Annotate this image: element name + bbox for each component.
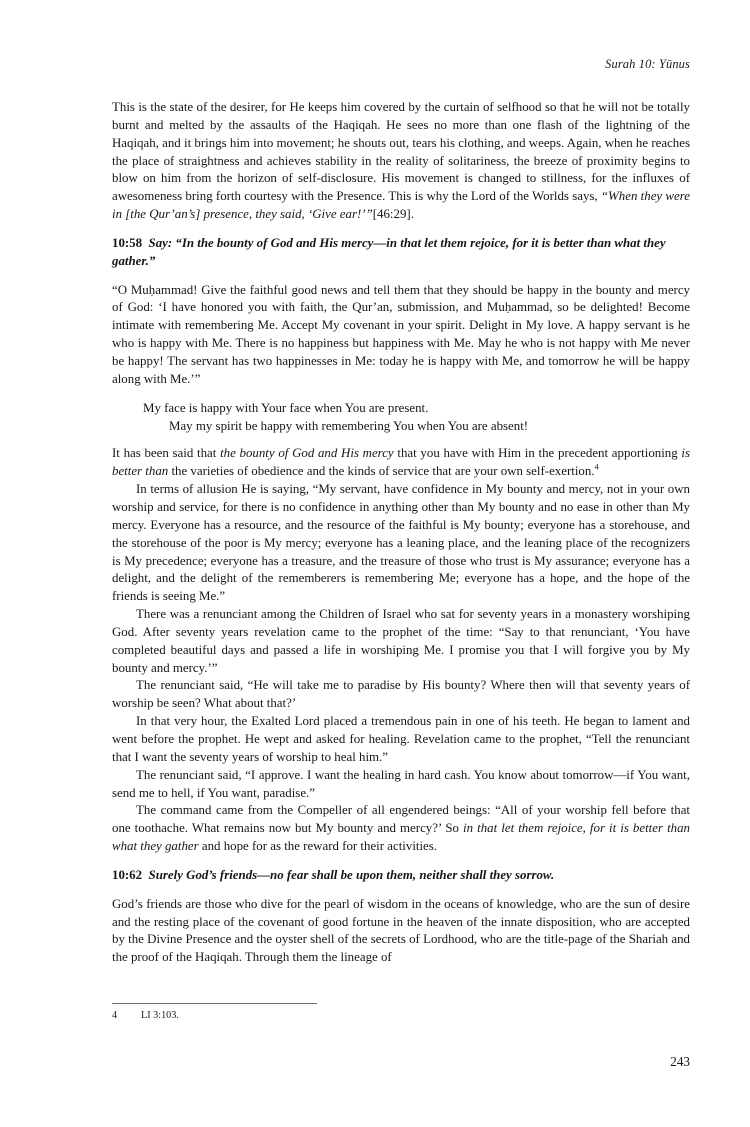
para3-italic-1: the bounty of God and His mercy: [220, 446, 394, 461]
footnote-marker-4[interactable]: 4: [594, 463, 599, 473]
paragraph-story-2: The renunciant said, “He will take me to paradise by His bounty? Where then will that seventy years of worship be seen? What about that?’: [112, 678, 690, 711]
paragraph-story-4: The renunciant said, “I approve. I want the healing in hard cash. You know about tomorrow—if You want, send me to hell, if You want, paradise.”: [112, 767, 690, 800]
para3-italic-2: is better than: [112, 446, 690, 479]
spacer: [112, 885, 690, 896]
quran-citation-46-29: [46:29].: [372, 207, 414, 222]
paragraph-commentary-4: God’s friends are those who dive for the pearl of wisdom in the oceans of knowledge, who are the sun of desire and the resting place of the covenant of good fortune in the heaven of the innate disposition, who are accepted by the Divine Presence and the oyster shell of the secrets of Lordhood, who are the title-page of the Shariah and the proof of the Haqiqah. Through them the lineage of: [112, 896, 690, 965]
footnote-number: 4: [112, 1010, 118, 1021]
para3-segment-a: It has been said that: [112, 446, 221, 461]
paragraph-opening-text: This is the state of the desirer, for He keeps him covered by the curtain of selfhood so that he will not be totally burnt and melted by the assaults of the Haqiqah. He sees no more than one flash of the lightning of the Haqiqah, and it brings him into movement; he shouts out, tears his clothing, and weeps. Again, when he reaches the place of straightness and achieves stability in the reality of solitariness, the breeze of proximity begins to blow on him from the horizon of self-disclosure. His movement is changed to stillness, for the influxes of awesomeness bring forth courtesy with the Presence. This is why the Lord of the Worlds says,: [112, 100, 690, 204]
quran-quote-46-29: “When they were in [the Qur’an’s] presence, they said, ‘Give ear!’”: [112, 189, 690, 222]
paragraph-commentary-2: [112, 445, 690, 481]
spacer: [112, 389, 690, 399]
spacer: [112, 856, 690, 867]
para9-segment-a: The command came from the Compeller of all engendered beings: “All of your worship fell before that one toothache. What remains now but My bounty and mercy?’ So: [112, 803, 690, 836]
footnote-separator-rule: [112, 1003, 317, 1004]
footnote-text: LI 3:103.: [141, 1010, 179, 1021]
running-header: Surah 10: Yūnus: [605, 57, 690, 71]
paragraph-commentary-3: In terms of allusion He is saying, “My servant, have confidence in My bounty and mercy, not in your own worship and service, for there is no confidence in anything other than My bounty and no ease in other than My mercy. Everyone has a resource, and the resource of the faithful is My bounty; everyone has a storehouse, and the storehouse of the poor is My mercy; everyone has a leaning place, and the leaning place of the recognizers is My precedence; everyone has a treasure, and the treasure of those who trust is My assurance; everyone has a delight, and the delight of the rememberers is remembering Me; everyone has a hope, and the hope of the friends is seeing Me.”: [112, 482, 690, 604]
verse-number-10-58: 10:58: [112, 235, 143, 250]
paragraph-commentary-1: “O Muḥammad! Give the faithful good news and tell them that they should be happy in the bounty and mercy of God: ‘I have honored you with faith, the Qur’an, submission, and Muḥammad, so be delighted! Become intimate with remembering Me. Accept My covenant in your spirit. Delight in My love. A happy servant is he who is happy with Me. There is no happiness but happiness with Me. May he who is not happy with Me never be happy! The servant has two happinesses in Me: today he is happy with Me, and tomorrow he will be happy along with Me.’”: [112, 282, 690, 386]
verse-number-10-62: 10:62: [112, 867, 143, 882]
para3-segment-b: that you have with Him in the precedent apportioning: [393, 446, 682, 461]
footnote-entry: [112, 1009, 562, 1023]
spacer: [112, 435, 690, 445]
paragraph-opening: [112, 99, 690, 224]
paragraph-story-3: In that very hour, the Exalted Lord placed a tremendous pain in one of his teeth. He began to lament and went before the prophet. He wept and asked for healing. Revelation came to the prophet, “Tell the renunciant that I want the seventy years of worship to heal him.”: [112, 714, 690, 764]
paragraph-story-5: [112, 802, 690, 856]
poetry-line-1: My face is happy with Your face when You are present.: [143, 400, 429, 415]
verse-heading-10-62: [112, 867, 690, 885]
para3-segment-c: the varieties of obedience and the kinds of service that are your own self-exertion.: [168, 464, 595, 479]
page-body: [112, 99, 690, 967]
para9-italic-quran: in that let them rejoice, for it is better than what they gather: [112, 821, 690, 854]
poetry-block: [112, 399, 690, 436]
verse-text-10-58: Say: “In the bounty of God and His mercy—in that let them rejoice, for it is better than what they gather.”: [112, 235, 666, 268]
spacer: [112, 224, 690, 235]
para9-segment-b: and hope for as the reward for their activities.: [198, 839, 438, 854]
verse-heading-10-58: [112, 235, 690, 271]
paragraph-story-1: There was a renunciant among the Children of Israel who sat for seventy years in a monastery worshiping God. After seventy years revelation came to the prophet of the time: “Say to that renunciant, ‘You have completed beautiful days and passed a life in worshiping Me. I promise you that I will forgive you by My bounty and mercy.’”: [112, 607, 690, 675]
spacer: [112, 271, 690, 282]
verse-text-10-62: Surely God’s friends—no fear shall be upon them, neither shall they sorrow.: [148, 867, 555, 882]
page-number: 243: [670, 1054, 690, 1069]
poetry-line-2: May my spirit be happy with remembering You when You are absent!: [169, 419, 529, 434]
